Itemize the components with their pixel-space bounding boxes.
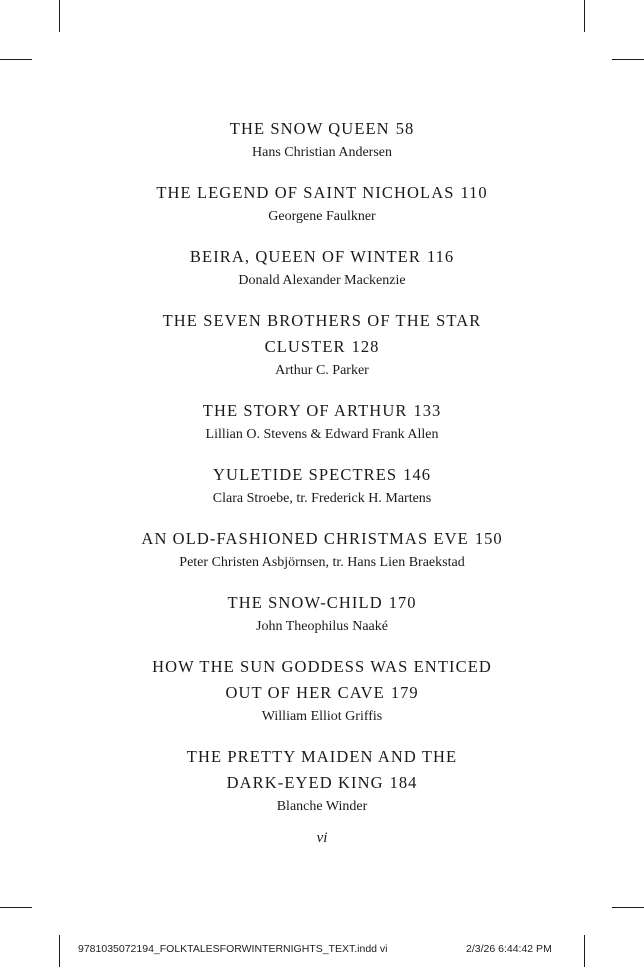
toc-entry-page-number: 184	[389, 773, 418, 792]
toc-entry-title	[0, 680, 644, 706]
toc-entry-title	[0, 590, 644, 616]
toc-entry-author: Hans Christian Andersen	[252, 145, 392, 160]
toc-entry	[0, 180, 644, 228]
toc-entry-title	[0, 398, 644, 424]
toc-entry-title-text: HOW THE SUN GODDESS WAS ENTICED	[152, 657, 492, 676]
toc-entry-author: William Elliot Griffis	[261, 709, 383, 724]
toc-entry	[0, 744, 644, 818]
toc-entry	[0, 398, 644, 446]
toc-entry-author: Georgene Faulkner	[268, 209, 376, 224]
toc-entry-page-number: 110	[460, 183, 488, 202]
toc-entry-author: Arthur C. Parker	[275, 363, 369, 378]
toc-entry-title	[0, 770, 644, 796]
toc-entry-title	[0, 334, 644, 360]
crop-mark-bottom-left	[59, 935, 60, 967]
crop-mark-top-right	[584, 0, 585, 32]
toc-entry	[0, 308, 644, 382]
toc-entry-title	[0, 526, 644, 552]
toc-entry	[0, 654, 644, 728]
toc-entry-title-text: THE SNOW QUEEN	[229, 119, 390, 138]
toc-entry-title	[0, 180, 644, 206]
slug-filename: 9781035072194_FOLKTALESFORWINTERNIGHTS_TEXT.indd vi	[78, 943, 388, 955]
toc-entry-author: Clara Stroebe, tr. Frederick H. Martens	[212, 491, 432, 506]
toc-entry-title-text: YULETIDE SPECTRES	[213, 465, 398, 484]
toc-entry-title-text: THE SEVEN BROTHERS OF THE STAR	[162, 311, 482, 330]
toc-entry-title	[0, 744, 644, 770]
toc-entry-title-text: THE LEGEND OF SAINT NICHOLAS	[156, 183, 455, 202]
toc-entry-title-text: BEIRA, QUEEN OF WINTER	[189, 247, 421, 266]
toc-entry-title-text: DARK-EYED KING	[226, 773, 384, 792]
toc-entry-page-number: 128	[351, 337, 380, 356]
crop-mark-top-left	[59, 0, 60, 32]
slug-timestamp: 2/3/26 6:44:42 PM	[466, 943, 552, 955]
toc-entry-author: Blanche Winder	[276, 799, 368, 814]
table-of-contents	[0, 116, 644, 834]
page-folio: vi	[316, 830, 328, 846]
crop-mark-left-top	[0, 59, 32, 60]
crop-mark-left-bottom	[0, 907, 32, 908]
toc-entry-title-text: OUT OF HER CAVE	[225, 683, 385, 702]
crop-mark-bottom-right	[584, 935, 585, 967]
toc-entry-title-text: AN OLD-FASHIONED CHRISTMAS EVE	[141, 529, 469, 548]
toc-entry-page-number: 146	[403, 465, 431, 484]
toc-entry-title	[0, 308, 644, 334]
toc-entry-page-number: 58	[395, 119, 415, 138]
toc-entry-author: Donald Alexander Mackenzie	[238, 273, 406, 288]
toc-entry	[0, 590, 644, 638]
toc-entry	[0, 462, 644, 510]
toc-entry-title	[0, 654, 644, 680]
toc-entry	[0, 526, 644, 574]
toc-entry-title-text: THE PRETTY MAIDEN AND THE	[186, 747, 458, 766]
toc-entry-page-number: 116	[426, 247, 455, 266]
crop-mark-right-bottom	[612, 907, 644, 908]
crop-mark-right-top	[612, 59, 644, 60]
toc-entry-title	[0, 462, 644, 488]
toc-entry-title	[0, 244, 644, 270]
toc-entry-title	[0, 116, 644, 142]
toc-entry-title-text: CLUSTER	[264, 337, 346, 356]
toc-entry-page-number: 170	[388, 593, 417, 612]
toc-entry-page-number: 133	[413, 401, 442, 420]
toc-entry	[0, 244, 644, 292]
toc-entry-page-number: 179	[390, 683, 419, 702]
toc-entry	[0, 116, 644, 164]
toc-entry-title-text: THE SNOW-CHILD	[227, 593, 383, 612]
toc-entry-author: John Theophilus Naaké	[256, 619, 388, 634]
toc-entry-author: Lillian O. Stevens & Edward Frank Allen	[205, 427, 439, 442]
toc-entry-title-text: THE STORY OF ARTHUR	[202, 401, 408, 420]
toc-entry-author: Peter Christen Asbjörnsen, tr. Hans Lien Braekstad	[179, 555, 465, 570]
toc-entry-page-number: 150	[474, 529, 503, 548]
